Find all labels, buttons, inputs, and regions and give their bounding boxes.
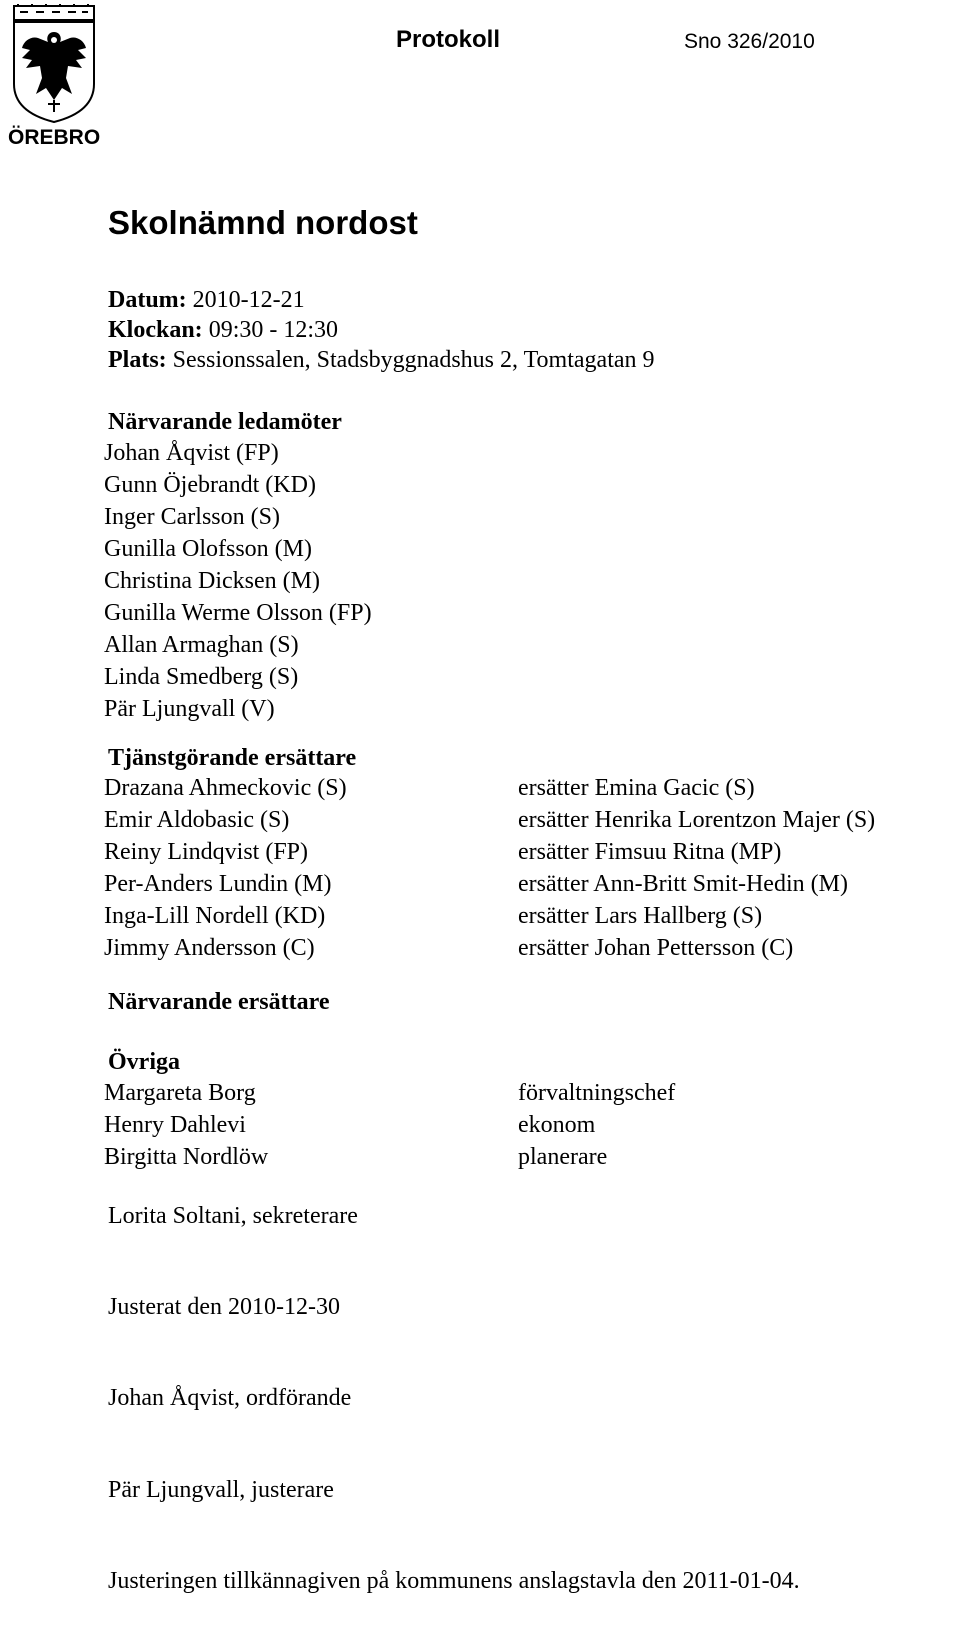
orebro-coat-of-arms-logo [8, 4, 101, 154]
time-value: 09:30 - 12:30 [202, 317, 339, 343]
list-item: Inger Carlsson (S) [104, 504, 280, 530]
meeting-place [108, 344, 655, 376]
list-item: ersätter Johan Pettersson (C) [518, 935, 794, 961]
document-number: Sno 326/2010 [684, 30, 815, 53]
adjusted-date-line: Justerat den 2010-12-30 [108, 1294, 340, 1320]
list-item: Emir Aldobasic (S) [104, 807, 290, 833]
list-item: Gunilla Olofsson (M) [104, 536, 312, 562]
list-item: ersätter Emina Gacic (S) [518, 775, 755, 801]
others-roles-list [518, 1077, 675, 1173]
list-item: Margareta Borg [104, 1080, 256, 1106]
members-list [104, 437, 372, 725]
list-item: Per-Anders Lundin (M) [104, 871, 332, 897]
list-item: Pär Ljungvall (V) [104, 696, 275, 722]
list-item: Allan Armaghan (S) [104, 632, 299, 658]
list-item: förvaltningschef [518, 1080, 676, 1106]
list-item: Johan Åqvist (FP) [104, 440, 279, 466]
coat-of-arms-icon [8, 4, 100, 126]
list-item: Birgitta Nordlöw [104, 1144, 269, 1170]
list-item: Gunn Öjebrandt (KD) [104, 472, 316, 498]
list-item: Reiny Lindqvist (FP) [104, 839, 309, 865]
place-label: Plats: [108, 347, 167, 373]
list-item: Christina Dicksen (M) [104, 568, 320, 594]
document-type: Protokoll [396, 26, 501, 53]
list-item: Jimmy Andersson (C) [104, 935, 315, 961]
list-item: Gunilla Werme Olsson (FP) [104, 600, 372, 626]
meeting-date [108, 284, 305, 316]
list-item: Inga-Lill Nordell (KD) [104, 903, 326, 929]
replaces-list [518, 772, 875, 964]
adjuster-signature-line: Pär Ljungvall, justerare [108, 1477, 334, 1503]
list-item: Drazana Ahmeckovic (S) [104, 775, 347, 801]
announcement-line: Justeringen tillkännagiven på kommunens anslagstavla den 2011-01-04. [108, 1568, 800, 1594]
place-value: Sessionssalen, Stadsbyggnadshus 2, Tomtagatan 9 [166, 347, 655, 373]
others-list [104, 1077, 268, 1173]
meeting-time [108, 314, 338, 346]
list-item: ersätter Henrika Lorentzon Majer (S) [518, 807, 876, 833]
serving-substitutes-list [104, 772, 347, 964]
others-heading: Övriga [108, 1049, 180, 1075]
logo-text: ÖREBRO [8, 126, 101, 149]
list-item: ersätter Ann-Britt Smit-Hedin (M) [518, 871, 848, 897]
serving-substitutes-heading: Tjänstgörande ersättare [108, 745, 357, 771]
list-item: planerare [518, 1144, 608, 1170]
list-item: ekonom [518, 1112, 596, 1138]
list-item: Henry Dahlevi [104, 1112, 246, 1138]
present-substitutes-heading: Närvarande ersättare [108, 989, 330, 1015]
secretary-line: Lorita Soltani, sekreterare [108, 1203, 358, 1229]
list-item: Linda Smedberg (S) [104, 664, 299, 690]
members-heading: Närvarande ledamöter [108, 409, 342, 435]
list-item: ersätter Fimsuu Ritna (MP) [518, 839, 782, 865]
date-label: Datum: [108, 287, 187, 313]
list-item: ersätter Lars Hallberg (S) [518, 903, 763, 929]
date-value: 2010-12-21 [186, 287, 305, 313]
chair-signature-line: Johan Åqvist, ordförande [108, 1385, 352, 1411]
time-label: Klockan: [108, 317, 203, 343]
committee-title: Skolnämnd nordost [108, 204, 418, 241]
